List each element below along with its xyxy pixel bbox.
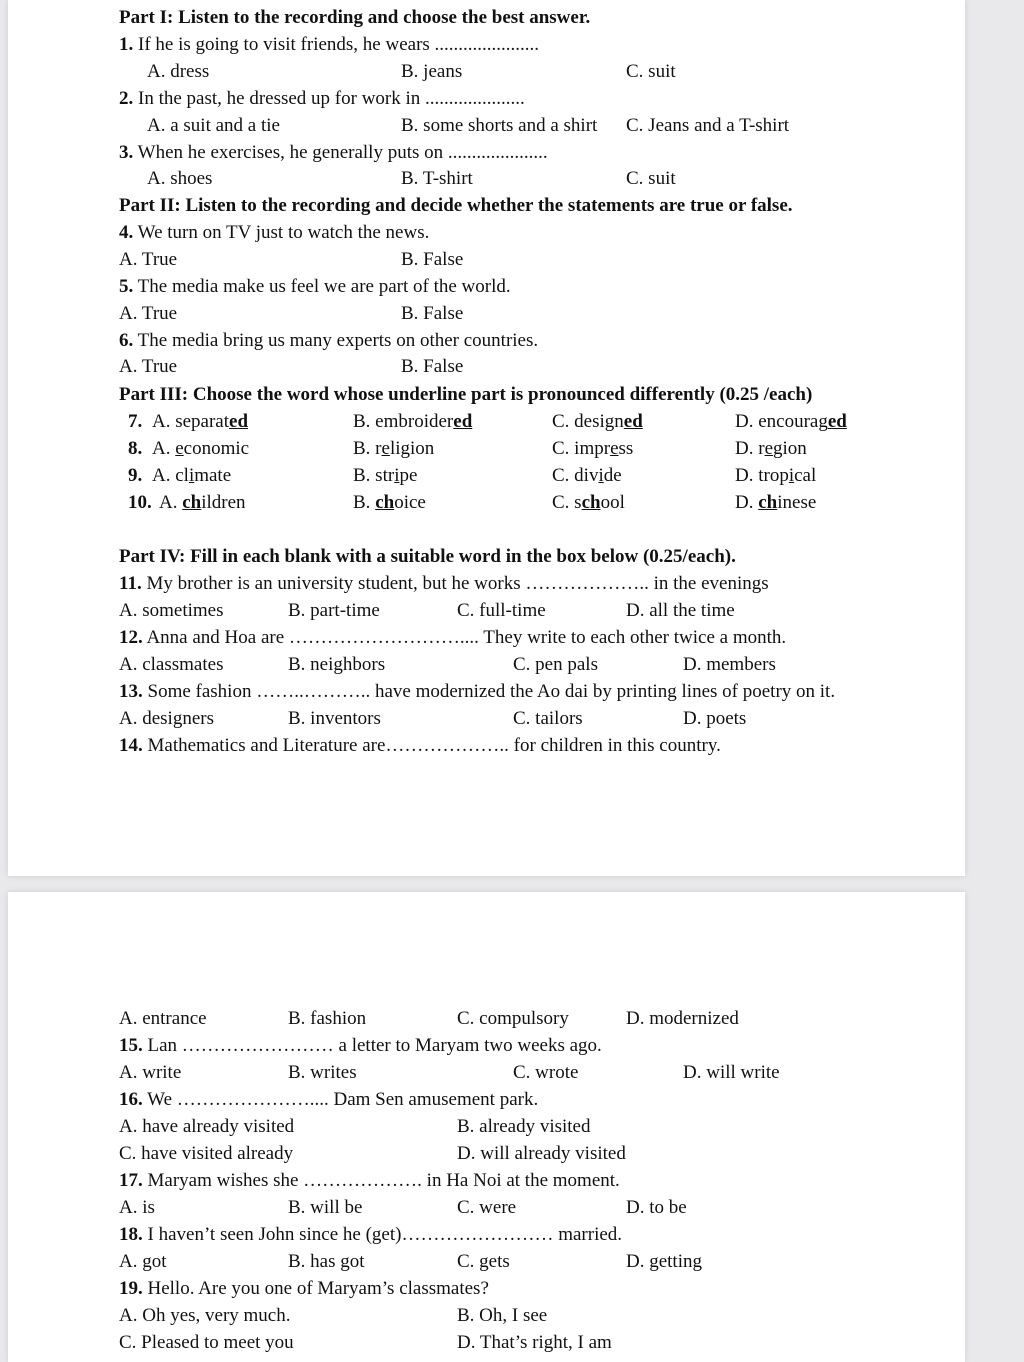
q9-option-d: D. tropical xyxy=(735,465,817,486)
q5-option-a: A. True xyxy=(119,303,178,324)
q3-option-b: B. T-shirt xyxy=(401,168,473,189)
q12-option-c: C. pen pals xyxy=(513,654,598,675)
q10-option-a: A. children xyxy=(159,492,246,513)
q1-option-c: C. suit xyxy=(626,61,676,82)
part1-heading: Part I: Listen to the recording and choose the best answer. xyxy=(119,7,591,28)
question-15: 15. Lan …………………… a letter to Maryam two weeks ago. xyxy=(119,1035,602,1056)
q8-option-d: D. region xyxy=(735,438,807,459)
q12-option-b: B. neighbors xyxy=(288,654,386,675)
q2-option-b: B. some shorts and a shirt xyxy=(401,115,598,136)
q9-option-a: A. climate xyxy=(152,465,232,486)
q18-option-a: A. got xyxy=(119,1251,167,1272)
q3-option-a: A. shoes xyxy=(147,168,213,189)
q10-option-c: C. school xyxy=(552,492,625,513)
q4-option-a: A. True xyxy=(119,249,178,270)
q19-option-a: A. Oh yes, very much. xyxy=(119,1305,291,1326)
part4-heading: Part IV: Fill in each blank with a suitable word in the box below (0.25/each). xyxy=(119,546,736,567)
q15-option-c: C. wrote xyxy=(513,1062,579,1083)
q17-option-b: B. will be xyxy=(288,1197,363,1218)
q12-option-a: A. classmates xyxy=(119,654,224,675)
part3-heading: Part III: Choose the word whose underline part is pronounced differently (0.25 /each) xyxy=(119,384,813,405)
q8-number: 8. xyxy=(128,438,143,459)
q6-option-b: B. False xyxy=(401,356,464,377)
q18-option-b: B. has got xyxy=(288,1251,365,1272)
q2-option-c: C. Jeans and a T-shirt xyxy=(626,115,790,136)
question-19: 19. Hello. Are you one of Maryam’s classmates? xyxy=(119,1278,489,1299)
question-18: 18. I haven’t seen John since he (get)…………………… married. xyxy=(119,1224,623,1245)
question-5: 5. The media make us feel we are part of the world. xyxy=(119,276,511,297)
q8-option-b: B. religion xyxy=(353,438,435,459)
q12-option-d: D. members xyxy=(683,654,776,675)
q3-option-c: C. suit xyxy=(626,168,676,189)
q9-option-c: C. divide xyxy=(552,465,622,486)
q17-option-a: A. is xyxy=(119,1197,155,1218)
q2-option-a: A. a suit and a tie xyxy=(147,115,280,136)
q10-option-b: B. choice xyxy=(353,492,426,513)
q11-option-c: C. full-time xyxy=(457,600,546,621)
q15-option-a: A. write xyxy=(119,1062,182,1083)
q18-option-c: C. gets xyxy=(457,1251,510,1272)
q14-option-b: B. fashion xyxy=(288,1008,367,1029)
q15-option-b: B. writes xyxy=(288,1062,357,1083)
q5-option-b: B. False xyxy=(401,303,464,324)
q16-option-d: D. will already visited xyxy=(457,1143,626,1164)
q17-option-d: D. to be xyxy=(626,1197,687,1218)
page-2 xyxy=(8,892,965,1362)
q19-option-c: C. Pleased to meet you xyxy=(119,1332,294,1353)
question-6: 6. The media bring us many experts on other countries. xyxy=(119,330,539,351)
q7-option-b: B. embroidered xyxy=(353,411,473,432)
question-4: 4. We turn on TV just to watch the news. xyxy=(119,222,430,243)
question-3: 3. When he exercises, he generally puts on ..................... xyxy=(119,142,548,163)
q11-option-a: A. sometimes xyxy=(119,600,224,621)
q9-number: 9. xyxy=(128,465,143,486)
q16-option-b: B. already visited xyxy=(457,1116,591,1137)
question-14: 14. Mathematics and Literature are……………….. for children in this country. xyxy=(119,735,721,756)
q16-option-a: A. have already visited xyxy=(119,1116,295,1137)
q11-option-b: B. part-time xyxy=(288,600,380,621)
q10-number: 10. xyxy=(128,492,152,513)
q13-option-d: D. poets xyxy=(683,708,747,729)
q14-option-c: C. compulsory xyxy=(457,1008,569,1029)
q4-option-b: B. False xyxy=(401,249,464,270)
q7-option-d: D. encouraged xyxy=(735,411,847,432)
q15-option-d: D. will write xyxy=(683,1062,780,1083)
q18-option-d: D. getting xyxy=(626,1251,702,1272)
q14-option-d: D. modernized xyxy=(626,1008,739,1029)
q7-option-a: A. separated xyxy=(152,411,249,432)
question-12: 12. Anna and Hoa are ……………………….... They write to each other twice a month. xyxy=(119,627,787,648)
q13-option-c: C. tailors xyxy=(513,708,583,729)
question-13: 13. Some fashion ……..……….. have modernized the Ao dai by printing lines of poetry on it. xyxy=(119,681,836,702)
page-1 xyxy=(8,0,965,876)
q19-option-d: D. That’s right, I am xyxy=(457,1332,612,1353)
q1-option-b: B. jeans xyxy=(401,61,463,82)
q13-option-b: B. inventors xyxy=(288,708,381,729)
q8-option-c: C. impress xyxy=(552,438,634,459)
q6-option-a: A. True xyxy=(119,356,178,377)
question-2: 2. In the past, he dressed up for work in ..................... xyxy=(119,88,525,109)
q7-number: 7. xyxy=(128,411,143,432)
question-17: 17. Maryam wishes she ………………. in Ha Noi at the moment. xyxy=(119,1170,620,1191)
q9-option-b: B. stripe xyxy=(353,465,418,486)
q11-option-d: D. all the time xyxy=(626,600,735,621)
q17-option-c: C. were xyxy=(457,1197,517,1218)
q7-option-c: C. designed xyxy=(552,411,643,432)
q14-option-a: A. entrance xyxy=(119,1008,207,1029)
question-16: 16. We ………………….... Dam Sen amusement park. xyxy=(119,1089,539,1110)
part2-heading: Part II: Listen to the recording and decide whether the statements are true or false. xyxy=(119,195,793,216)
question-1: 1. If he is going to visit friends, he wears ...................... xyxy=(119,34,540,55)
question-11: 11. My brother is an university student, but he works ……………….. in the evenings xyxy=(119,573,769,594)
q13-option-a: A. designers xyxy=(119,708,214,729)
q19-option-b: B. Oh, I see xyxy=(457,1305,548,1326)
q1-option-a: A. dress xyxy=(147,61,210,82)
q10-option-d: D. chinese xyxy=(735,492,817,513)
q16-option-c: C. have visited already xyxy=(119,1143,294,1164)
q8-option-a: A. economic xyxy=(152,438,250,459)
